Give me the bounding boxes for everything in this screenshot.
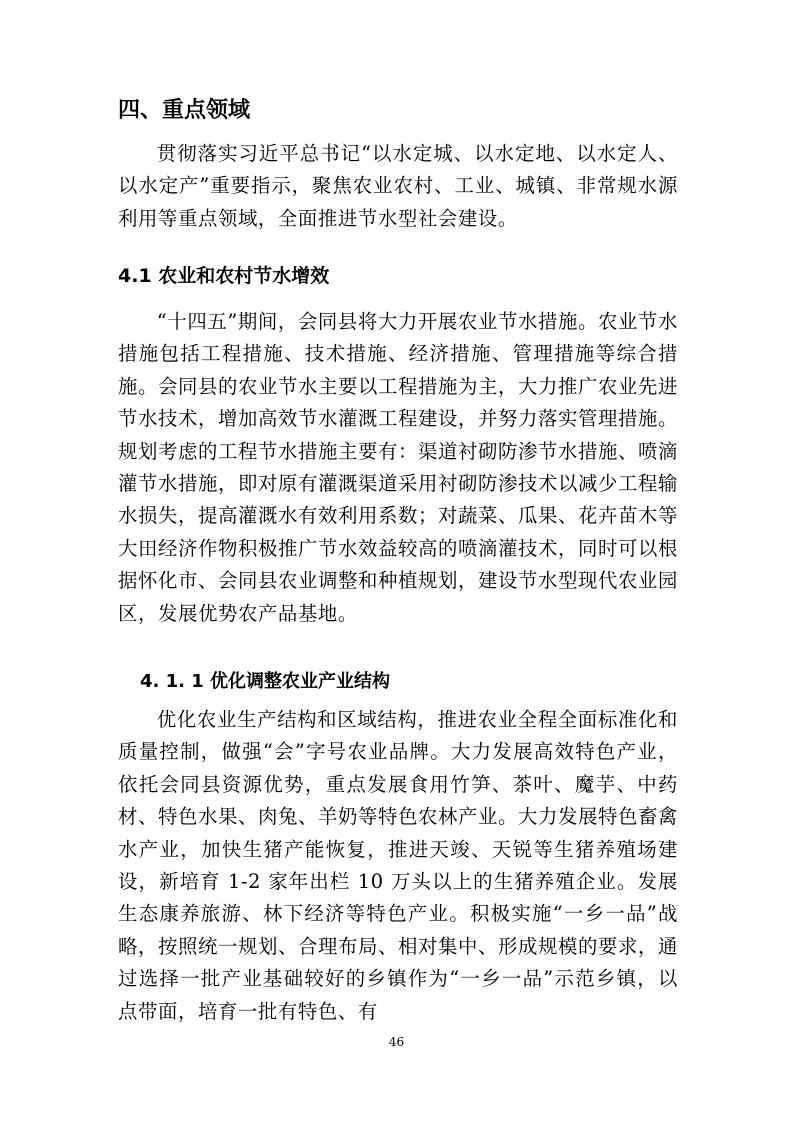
subsection-title: 4.1 农业和农村节水增效 xyxy=(118,265,330,287)
subsubsection-title: 4. 1. 1 优化调整农业产业结构 xyxy=(140,671,391,692)
section-title: 四、重点领域 xyxy=(118,98,251,123)
section-intro-paragraph: 贯彻落实习近平总书记“以水定城、以水定地、以水定人、以水定产”重要指示，聚焦农业农村、工业、城镇、非常规水源利用等重点领域，全面推进节水型社会建设。 xyxy=(118,142,678,230)
page-number: 46 xyxy=(388,1035,405,1049)
subsubsection-body-paragraph: 优化农业生产结构和区域结构，推进农业全程全面标准化和质量控制，做强“会”字号农业品牌。大力发展高效特色产业，依托会同县资源优势，重点发展食用竹笋、茶叶、魔芋、中药材、特色水果、肉兔、羊奶等特色农林产业。大力发展特色畜禽水产业，加快生猪产能恢复，推进天竣、天锐等生猪养殖场建设，新培育 1-2 家年出栏 10 万头以上的生猪养殖企业。发展生态康养旅游、林下经济等特色产业。积极实施“一乡一品”战略，按照统一规划、合理布局、相对集中、形成规模的要求，通过选择一批产业基础较好的乡镇作为“一乡一品”示范乡镇，以点带面，培育一批有特色、有 xyxy=(118,708,678,1023)
subsection-body-paragraph: “十四五”期间，会同县将大力开展农业节水措施。农业节水措施包括工程措施、技术措施、经济措施、管理措施等综合措施。会同县的农业节水主要以工程措施为主，大力推广农业先进节水技术，增加高效节水灌溉工程建设，并努力落实管理措施。规划考虑的工程节水措施主要有：渠道衬砌防渗节水措施、喷滴灌节水措施，即对原有灌溉渠道采用衬砌防渗技术以减少工程输水损失，提高灌溉水有效利用系数；对蔬菜、瓜果、花卉苗木等大田经济作物积极推广节水效益较高的喷滴灌技术，同时可以根据怀化市、会同县农业调整和种植规划，建设节水型现代农业园区，发展优势农产品基地。 xyxy=(118,310,678,625)
